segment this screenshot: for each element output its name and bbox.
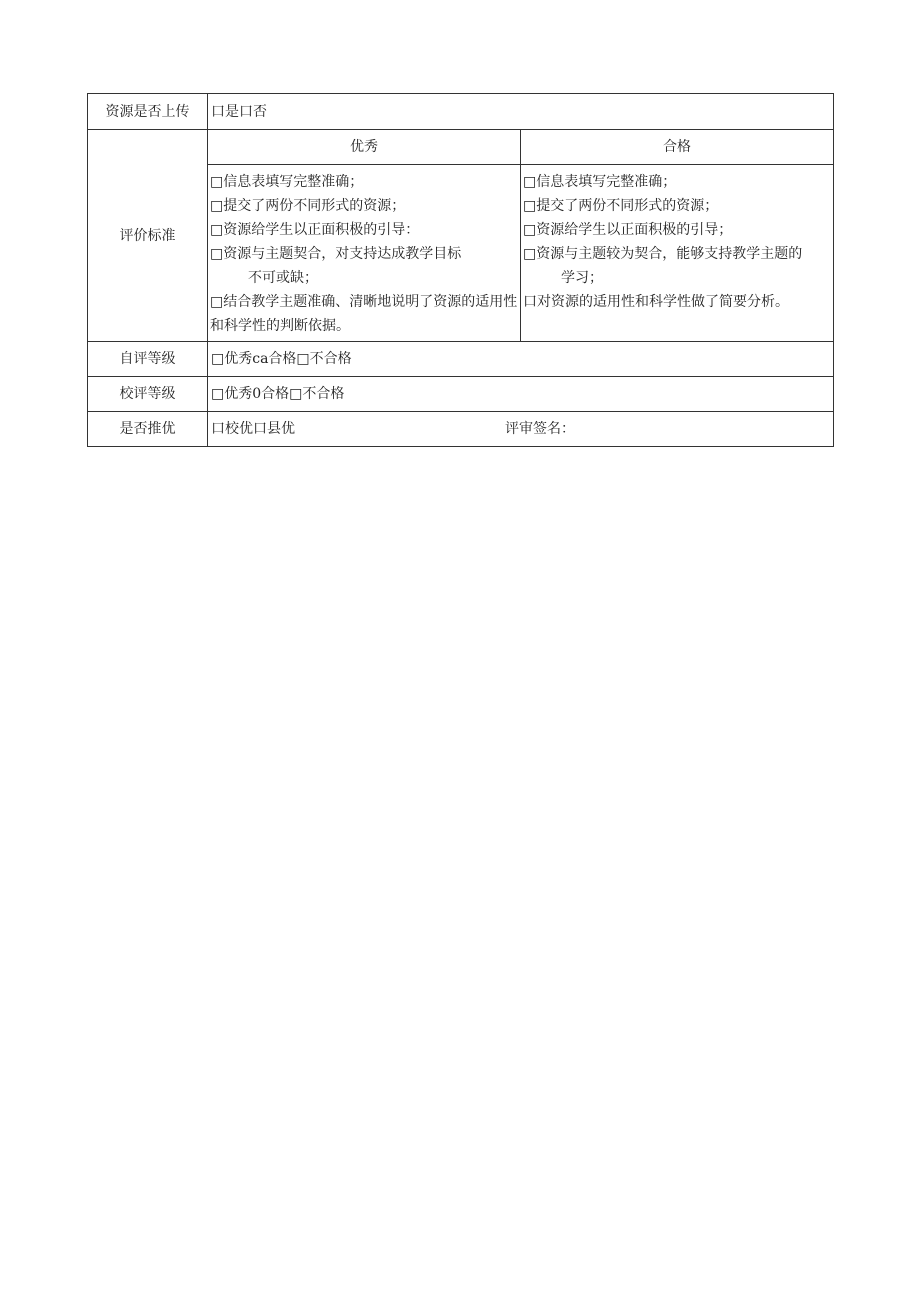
excellent-criterion-1[interactable] [210, 170, 519, 194]
excellent-criterion-1-text: □信息表填写完整准确； [210, 174, 364, 190]
qualified-criterion-5-text: 口对资源的适用性和科学性做了简要分析。 [523, 294, 789, 310]
excellent-criterion-4[interactable] [210, 242, 519, 290]
excellent-criterion-4-text: □资源与主题契合，对支持达成教学目标 [210, 246, 462, 262]
excellent-criterion-2[interactable] [210, 194, 519, 218]
self-grade-options[interactable]: □优秀ca合格□不合格 [208, 342, 834, 377]
school-grade-label: 校评等级 [88, 377, 208, 412]
evaluation-form-table [87, 93, 834, 447]
school-grade-row [88, 377, 834, 412]
criteria-header-row [88, 130, 834, 165]
criteria-label: 评价标准 [88, 130, 208, 342]
signature-label: 评审签名： [505, 421, 575, 437]
excellent-criterion-4-continuation: 不可或缺； [248, 270, 318, 286]
excellent-criteria-cell [208, 165, 521, 342]
excellent-criterion-3[interactable] [210, 218, 519, 242]
qualified-criterion-2-text: □提交了两份不同形式的资源； [523, 198, 719, 214]
qualified-criterion-3[interactable] [523, 218, 832, 242]
recommend-label: 是否推优 [88, 412, 208, 447]
recommend-cell [208, 412, 834, 447]
excellent-heading: 优秀 [208, 130, 521, 165]
qualified-heading: 合格 [521, 130, 834, 165]
excellent-criterion-3-text: □资源给学生以正面积极的引导： [210, 222, 420, 238]
upload-label: 资源是否上传 [88, 94, 208, 130]
school-grade-options[interactable]: □优秀0合格□不合格 [208, 377, 834, 412]
excellent-criterion-5-text: □结合教学主题准确、清晰地说明了资源的适用性和科学性的判断依据。 [210, 294, 518, 334]
qualified-criterion-5[interactable] [523, 290, 832, 314]
recommend-row [88, 412, 834, 447]
upload-row [88, 94, 834, 130]
qualified-criterion-2[interactable] [523, 194, 832, 218]
qualified-criteria-list [523, 170, 832, 314]
upload-options[interactable]: 口是口否 [208, 94, 834, 130]
qualified-criterion-1[interactable] [523, 170, 832, 194]
excellent-criteria-list [210, 170, 519, 338]
excellent-criterion-2-text: □提交了两份不同形式的资源； [210, 198, 406, 214]
self-grade-row [88, 342, 834, 377]
qualified-criterion-1-text: □信息表填写完整准确； [523, 174, 677, 190]
self-grade-label: 自评等级 [88, 342, 208, 377]
qualified-criteria-cell [521, 165, 834, 342]
recommend-options[interactable]: 口校优口县优 [211, 421, 295, 437]
qualified-criterion-4-text: □资源与主题较为契合，能够支持教学主题的 [523, 246, 803, 262]
qualified-criterion-4-continuation: 学习； [561, 270, 603, 286]
excellent-criterion-5[interactable] [210, 290, 519, 338]
qualified-criterion-3-text: □资源给学生以正面积极的引导； [523, 222, 733, 238]
qualified-criterion-4[interactable] [523, 242, 832, 290]
